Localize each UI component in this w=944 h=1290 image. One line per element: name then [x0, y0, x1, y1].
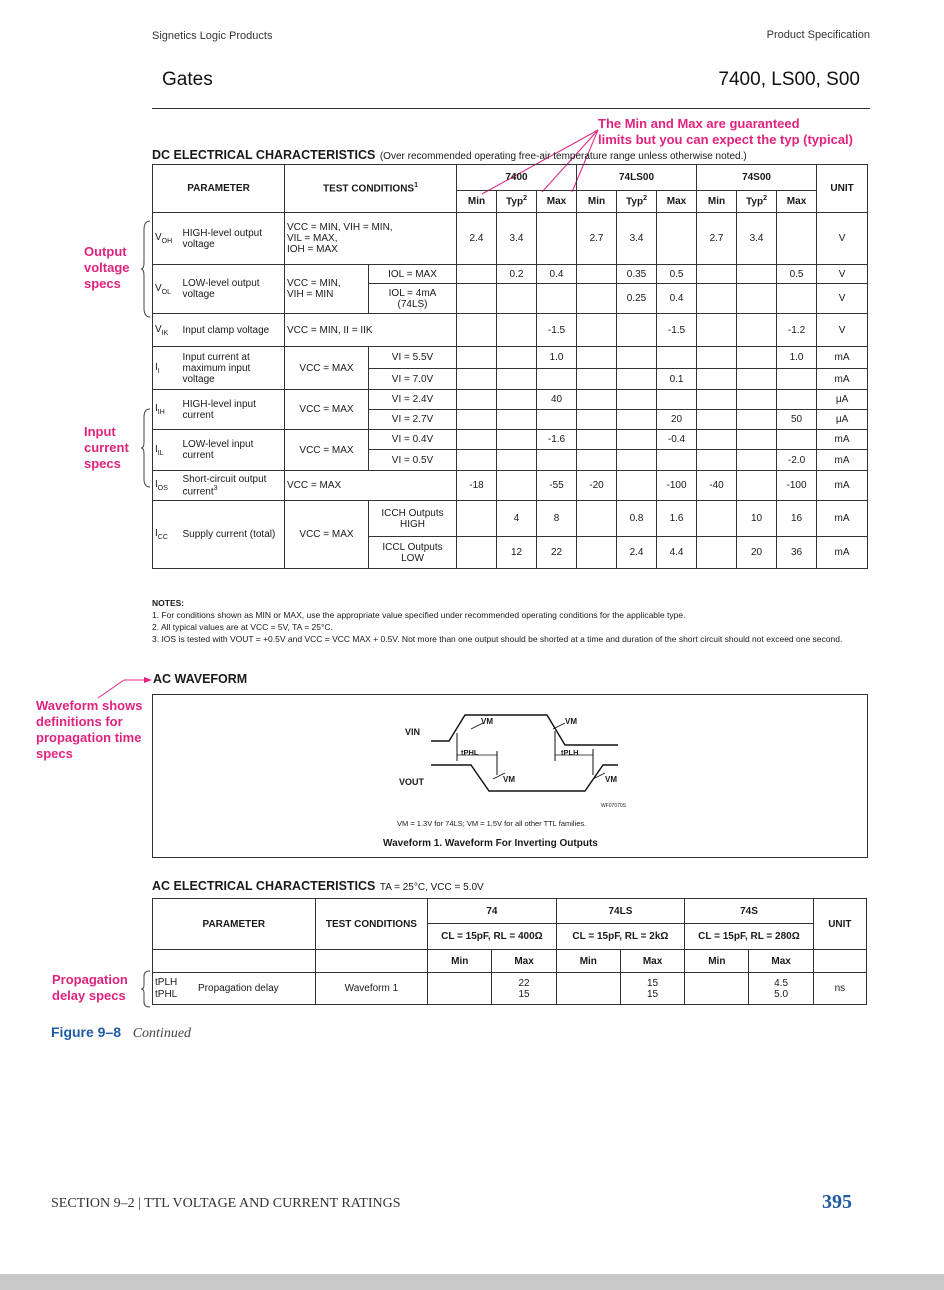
page-title: Gates	[162, 69, 213, 90]
part-numbers: 7400, LS00, S00	[718, 69, 860, 90]
table-row: $I_{OS}$ Short-circuit output current$^3$ VCC = MAX -18 -55 -20 -100 -40 -100 mA	[153, 471, 868, 501]
figure-code: WF07070S	[601, 803, 627, 809]
col-7400: 7400	[457, 165, 577, 191]
vm-note: VM = 1.3V for 74LS; VM = 1.5V for all other TTL families.	[397, 819, 587, 828]
col-unit: UNIT	[817, 165, 868, 213]
table-row: $I_{IL}$ LOW-level input current VCC = MAX VI = 0.4V -1.6 -0.4 mA	[153, 430, 868, 450]
vin-label: VIN	[405, 727, 421, 737]
vm-label: VM	[565, 717, 577, 726]
table-row: ICCL Outputs LOW 12 22 2.4 4.4 20 36 mA	[153, 537, 868, 569]
propagation-note: Propagation delay specs	[52, 972, 128, 1003]
ac-characteristics-table: PARAMETER TEST CONDITIONS 74 74LS 74S UNIT CL = 15pF, RL = 400Ω CL = 15pF, RL = 2kΩ CL = 15pF, RL = 280Ω Min Max Min Max Min Max tPLH tPHL Propagation delay Waveform 1 22 15 15 15 4.5 5.0 ns	[152, 898, 867, 1005]
input-brace	[140, 408, 152, 488]
table-row: tPLH tPHL Propagation delay Waveform 1 22 15 15 15 4.5 5.0 ns	[153, 973, 867, 1005]
output-voltage-note: Output voltage specs	[84, 244, 130, 291]
table-row: $I_{IH}$ HIGH-level input current VCC = MAX VI = 2.4V 40 μA	[153, 390, 868, 410]
vout-label: VOUT	[399, 777, 425, 787]
table-row: $V_{OH}$ HIGH-level output voltage VCC = MIN, VIH = MIN, VIL = MAX, IOH = MAX 2.4 3.4 2.7 3.4 2.7 3.4 V	[153, 213, 868, 265]
bottom-bar	[0, 1274, 944, 1290]
ac-waveform-title: AC WAVEFORM	[153, 672, 248, 686]
waveform-note: Waveform shows definitions for propagation time specs	[36, 698, 143, 761]
output-brace	[140, 220, 152, 318]
dc-section-title: DC ELECTRICAL CHARACTERISTICS (Over recommended operating free-air temperature range unless otherwise noted.)	[152, 148, 747, 162]
vm-label: VM	[481, 717, 493, 726]
table-row: VI = 7.0V 0.1 mA	[153, 369, 868, 390]
col-test-conditions: TEST CONDITIONS$^1$	[285, 165, 457, 213]
table-row: VI = 0.5V -2.0 mA	[153, 450, 868, 471]
page-number: 395	[822, 1191, 852, 1213]
col-74ls00: 74LS00	[577, 165, 697, 191]
vm-label: VM	[503, 775, 515, 784]
footer-section: SECTION 9–2 | TTL VOLTAGE AND CURRENT RATINGS	[51, 1196, 401, 1211]
header-right: Product Specification	[766, 29, 870, 41]
figure-caption: Figure 9–8 Continued	[51, 1024, 192, 1041]
table-row: IOL = 4mA (74LS) 0.25 0.4 V	[153, 284, 868, 314]
dc-characteristics-table: PARAMETER TEST CONDITIONS$^1$ 7400 74LS00 74S00 UNIT Min Typ$^2$ Max Min Typ$^2$ Max Min Typ$^2$ Max $V_{OH}$ HIGH-level output voltage VCC = MIN, VIH = MIN, VIL = MAX, IOH = MAX 2.4 3.4 2.7 3.4 2.7 3.4 V $V_{OL}$ LOW-level output voltage VCC = MIN, VIH = MIN IOL = MAX 0.2 0.4 0.35 0.5 0.5 V IOL = 4mA (74LS) 0.25 0.4 V $V_{IK}$ Input clamp voltage VCC = MIN, II = IIK -1.5 -1.5 -1.2 V $I_I$ Input current at maximum input voltage VCC = MAX VI = 5.5V 1.0 1.0 mA VI = 7.0V 0.1 mA $I_{IH}$ HIGH-level input current VCC = MAX VI = 2.4V 40 μA VI = 2.7V 20 50 μA $I_{IL}$ LOW-level input current VCC = MAX VI = 0.4V -1.6 -0.4 mA VI = 0.5V -2.0 mA $I_{OS}$ Short-circuit output current$^3$ VCC = MAX -18 -55 -20 -100 -40 -100 mA $I_{CC}$ Supply current (total) VCC = MAX ICCH Outputs HIGH 4 8 0.8 1.6 10 16 mA ICCL Outputs LOW 12 22 2.4 4.4 20 36 mA	[152, 164, 868, 569]
table-row: VI = 2.7V 20 50 μA	[153, 410, 868, 430]
tphl-label: tPHL	[461, 748, 479, 757]
waveform-box	[152, 694, 868, 858]
table-row: $I_{CC}$ Supply current (total) VCC = MAX ICCH Outputs HIGH 4 8 0.8 1.6 10 16 mA	[153, 501, 868, 537]
notes: NOTES: 1. For conditions shown as MIN or MAX, use the appropriate value specified under recommended operating conditions for the applicable type. 2. All typical values are at VCC = 5V, TA = 25°C. 3. IOS is tested with VOUT = +0.5V and VCC = VCC MAX + 0.5V. Not more than one output should be shorted at a time and duration of the short circuit should not exceed one second.	[152, 598, 843, 644]
tplh-label: tPLH	[561, 748, 579, 757]
waveform-arrow	[96, 672, 156, 700]
ac-section-title: AC ELECTRICAL CHARACTERISTICS TA = 25°C, VCC = 5.0V	[152, 879, 484, 893]
table-row: $V_{IK}$ Input clamp voltage VCC = MIN, II = IIK -1.5 -1.5 -1.2 V	[153, 314, 868, 347]
table-row: $V_{OL}$ LOW-level output voltage VCC = MIN, VIH = MIN IOL = MAX 0.2 0.4 0.35 0.5 0.5 V	[153, 265, 868, 284]
waveform-caption: Waveform 1. Waveform For Inverting Outputs	[383, 838, 598, 849]
input-current-note: Input current specs	[84, 424, 129, 471]
minmax-callout: The Min and Max are guaranteed limits but you can expect the typ (typical)	[598, 116, 853, 147]
vm-label: VM	[605, 775, 617, 784]
header-divider	[152, 108, 870, 109]
propagation-brace	[140, 970, 152, 1008]
col-parameter: PARAMETER	[153, 165, 285, 213]
table-row: $I_I$ Input current at maximum input voltage VCC = MAX VI = 5.5V 1.0 1.0 mA	[153, 347, 868, 369]
header-left: Signetics Logic Products	[152, 30, 273, 42]
col-74s00: 74S00	[697, 165, 817, 191]
